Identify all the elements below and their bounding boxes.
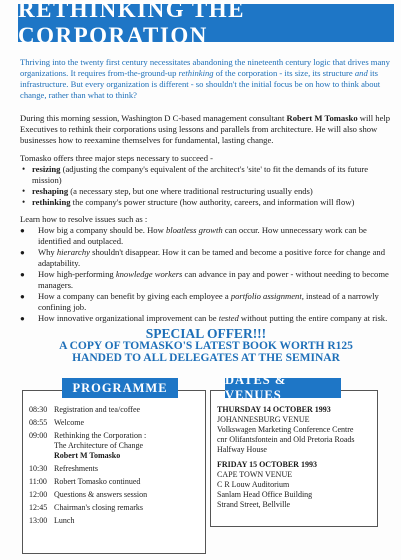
list-item bbox=[20, 197, 392, 208]
learn-text: without putting the entire company at risk. bbox=[238, 313, 388, 323]
venue-date: THURSDAY 14 OCTOBER 1993 bbox=[217, 405, 331, 414]
programme-desc bbox=[54, 503, 201, 513]
table-row bbox=[29, 464, 201, 474]
venue-line: C R Louw Auditorium bbox=[217, 480, 290, 489]
venue-line: Strand Street, Bellville bbox=[217, 500, 291, 509]
learn-section bbox=[20, 214, 392, 324]
programme-time: 10:30 bbox=[29, 464, 48, 473]
step-bold: resizing bbox=[32, 164, 61, 174]
venue-block bbox=[217, 405, 373, 455]
intro-italic-1: rethinking bbox=[178, 68, 214, 78]
learn-text: How big a company should be. How bbox=[38, 225, 166, 235]
table-row bbox=[29, 477, 201, 487]
banner-title: RETHINKING THE CORPORATION bbox=[18, 0, 245, 48]
programme-time: 12:45 bbox=[29, 503, 48, 512]
programme-desc-text: Refreshments bbox=[54, 464, 98, 473]
programme-desc-text: Rethinking the Corporation : bbox=[54, 431, 147, 440]
list-item bbox=[20, 291, 392, 313]
programme-time: 08:30 bbox=[29, 405, 48, 414]
learn-text: can advance in pay and power - without needing to become managers. bbox=[38, 269, 389, 290]
learn-text: can occur. How unnecessary work can be identified and outplaced. bbox=[38, 225, 367, 246]
list-item bbox=[20, 164, 392, 186]
programme-time: 12:00 bbox=[29, 490, 48, 499]
list-item bbox=[20, 313, 392, 324]
intro-italic-2: and bbox=[354, 68, 368, 78]
steps-section bbox=[20, 153, 392, 208]
list-item bbox=[20, 186, 392, 197]
programme-desc-text: Questions & answers session bbox=[54, 490, 148, 499]
intro-paragraph bbox=[20, 57, 392, 101]
programme-desc-text: Robert Tomasko continued bbox=[54, 477, 141, 486]
programme-time: 11:00 bbox=[29, 477, 47, 486]
programme-desc bbox=[54, 477, 201, 487]
dates-venues-title: DATES & VENUES bbox=[225, 373, 287, 402]
programme-desc-text: Chairman's closing remarks bbox=[54, 503, 143, 512]
session-paragraph bbox=[20, 113, 392, 146]
step-text: (adjusting the company's equivalent of the architect's 'site' to fit the demands of its future mission) bbox=[32, 164, 369, 185]
learn-lead: Learn how to resolve issues such as : bbox=[20, 214, 148, 224]
programme-box bbox=[22, 390, 206, 554]
programme-time: 08:55 bbox=[29, 418, 48, 427]
programme-desc-text: Registration and tea/coffee bbox=[54, 405, 141, 414]
title-banner bbox=[18, 0, 394, 48]
venue-date: FRIDAY 15 OCTOBER 1993 bbox=[217, 460, 317, 469]
learn-text: instead of a narrowly confining job. bbox=[38, 291, 379, 312]
intro-text-1: Thriving into the twenty first century necessitates abandoning the nineteenth century logic that drives many organizations. It requires from-the-ground-up bbox=[20, 57, 390, 78]
offer-line-3: HANDED TO ALL DELEGATES AT THE SEMINAR bbox=[72, 352, 340, 364]
programme-speaker: Robert M Tomasko bbox=[54, 451, 121, 460]
dates-venues-box bbox=[210, 390, 378, 527]
dates-content bbox=[217, 405, 373, 515]
intro-text-2: of the corporation - its size, its structure bbox=[213, 68, 355, 78]
programme-desc bbox=[54, 464, 201, 474]
programme-time: 09:00 bbox=[29, 431, 48, 440]
session-text-1: During this morning session, Washington D C-based management consultant bbox=[20, 113, 287, 123]
table-row bbox=[29, 516, 201, 526]
special-offer bbox=[20, 328, 392, 364]
programme-desc bbox=[54, 490, 201, 500]
list-item bbox=[20, 247, 392, 269]
speaker-name: Robert M Tomasko bbox=[286, 113, 358, 123]
venue-line: Sanlam Head Office Building bbox=[217, 490, 313, 499]
learn-italic: bloatless growth bbox=[165, 225, 223, 235]
learn-text: Why bbox=[38, 247, 57, 257]
learn-italic: hierarchy bbox=[56, 247, 90, 257]
learn-italic: portfolio assignment, bbox=[230, 291, 304, 301]
learn-text: How high-performing bbox=[38, 269, 116, 279]
learn-list bbox=[20, 225, 392, 324]
programme-desc-text: Welcome bbox=[54, 418, 85, 427]
table-row bbox=[29, 490, 201, 500]
venue-block bbox=[217, 460, 373, 510]
programme-desc-text: Lunch bbox=[54, 516, 75, 525]
dates-venues-header bbox=[225, 373, 341, 402]
steps-lead: Tomasko offers three major steps necessary to succeed - bbox=[20, 153, 214, 163]
step-bold: reshaping bbox=[32, 186, 69, 196]
step-text: the company's power structure (how authority, careers, and information will flow) bbox=[70, 197, 355, 207]
steps-list bbox=[20, 164, 392, 208]
venue-city: CAPE TOWN VENUE bbox=[217, 470, 293, 479]
list-item bbox=[20, 225, 392, 247]
programme-title: PROGRAMME bbox=[72, 380, 168, 395]
programme-desc-extra: The Architecture of Change bbox=[54, 441, 144, 450]
offer-headline: SPECIAL OFFER!!! bbox=[145, 326, 267, 341]
table-row bbox=[29, 431, 201, 461]
venue-line: cnr Olifantsfontein and Old Pretoria Roads bbox=[217, 435, 355, 444]
venue-line: Halfway House bbox=[217, 445, 267, 454]
session-text-2: will help Executives to rethink their corporations using lessons and parallels from architecture. He will also show businesses how to reexamine themselves for fundamental, lasting change. bbox=[20, 113, 391, 145]
list-item bbox=[20, 269, 392, 291]
programme-desc bbox=[54, 516, 201, 526]
table-row bbox=[29, 405, 201, 415]
learn-text: How innovative organizational improvement can be bbox=[38, 313, 219, 323]
learn-text: shouldn't disappear. How it can be tamed and become a positive force for change and adaptability. bbox=[38, 247, 386, 268]
programme-desc bbox=[54, 431, 201, 461]
programme-time: 13:00 bbox=[29, 516, 48, 525]
programme-desc bbox=[54, 405, 201, 415]
offer-line-2: A COPY OF TOMASKO'S LATEST BOOK WORTH R125 bbox=[59, 340, 353, 352]
programme-desc bbox=[54, 418, 201, 428]
step-bold: rethinking bbox=[32, 197, 71, 207]
venue-city: JOHANNESBURG VENUE bbox=[217, 415, 310, 424]
programme-table bbox=[29, 405, 201, 529]
learn-italic: knowledge workers bbox=[115, 269, 183, 279]
intro-text-3: its infrastructure. But every organization is different - so shouldn't the initial focus be on how to think about change, rather than what to think? bbox=[20, 68, 381, 100]
programme-header bbox=[62, 378, 178, 398]
step-text: (a necessary step, but one where traditional restructuring usually ends) bbox=[68, 186, 313, 196]
learn-italic: tested bbox=[218, 313, 239, 323]
table-row bbox=[29, 503, 201, 513]
table-row bbox=[29, 418, 201, 428]
venue-line: Volkswagen Marketing Conference Centre bbox=[217, 425, 354, 434]
learn-text: How a company can benefit by giving each employee a bbox=[38, 291, 231, 301]
